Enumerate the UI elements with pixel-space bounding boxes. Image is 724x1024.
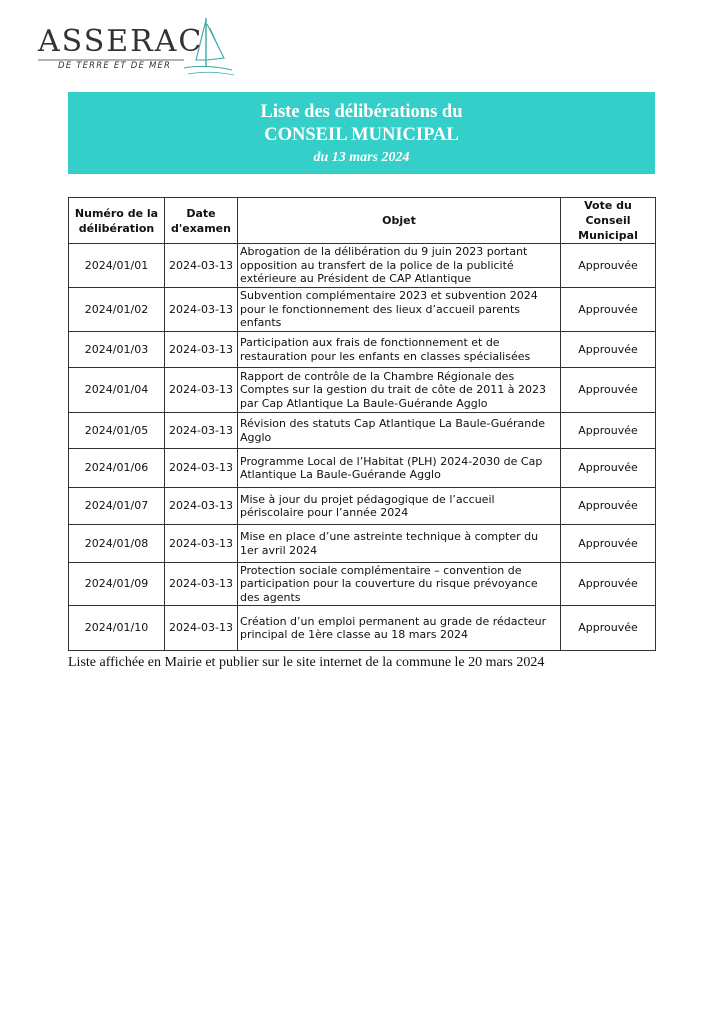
column-header-vote: Vote du Conseil Municipal — [561, 198, 656, 244]
exam-date: 2024-03-13 — [165, 332, 238, 368]
table-row — [69, 332, 656, 368]
vote-result: Approuvée — [561, 449, 656, 488]
column-header-date: Date d'examen — [165, 198, 238, 244]
exam-date: 2024-03-13 — [165, 368, 238, 413]
deliberation-number: 2024/01/05 — [69, 413, 165, 449]
exam-date: 2024-03-13 — [165, 488, 238, 525]
deliberation-subject: Mise à jour du projet pédagogique de l’accueil périscolaire pour l’année 2024 — [238, 488, 561, 525]
deliberation-subject: Programme Local de l’Habitat (PLH) 2024-2030 de Cap Atlantique La Baule-Guérande Agglo — [238, 449, 561, 488]
table-row — [69, 413, 656, 449]
deliberation-number: 2024/01/03 — [69, 332, 165, 368]
deliberation-number: 2024/01/02 — [69, 288, 165, 332]
page-title-line2: CONSEIL MUNICIPAL — [264, 125, 459, 145]
deliberation-number: 2024/01/10 — [69, 606, 165, 651]
exam-date: 2024-03-13 — [165, 449, 238, 488]
vote-result: Approuvée — [561, 332, 656, 368]
table-row — [69, 563, 656, 606]
vote-result: Approuvée — [561, 413, 656, 449]
title-banner — [68, 92, 655, 174]
vote-result: Approuvée — [561, 368, 656, 413]
deliberation-number: 2024/01/09 — [69, 563, 165, 606]
vote-result: Approuvée — [561, 488, 656, 525]
deliberation-number: 2024/01/04 — [69, 368, 165, 413]
table-row — [69, 368, 656, 413]
deliberation-subject: Rapport de contrôle de la Chambre Régionale des Comptes sur la gestion du trait de côte de 2011 à 2023 par Cap Atlantique La Baule-Guérande Agglo — [238, 368, 561, 413]
deliberation-subject: Mise en place d’une astreinte technique à compter du 1er avril 2024 — [238, 525, 561, 563]
deliberation-subject: Création d’un emploi permanent au grade de rédacteur principal de 1ère classe au 18 mars 2024 — [238, 606, 561, 651]
vote-result: Approuvée — [561, 563, 656, 606]
table-header-row — [69, 198, 656, 244]
exam-date: 2024-03-13 — [165, 244, 238, 288]
exam-date: 2024-03-13 — [165, 563, 238, 606]
deliberation-subject: Subvention complémentaire 2023 et subvention 2024 pour le fonctionnement des lieux d’accueil parents enfants — [238, 288, 561, 332]
logo-tagline: DE TERRE ET DE MER — [58, 61, 172, 71]
table-row — [69, 488, 656, 525]
exam-date: 2024-03-13 — [165, 606, 238, 651]
deliberations-table — [68, 197, 656, 651]
deliberation-subject: Protection sociale complémentaire – convention de participation pour la couverture du risque prévoyance des agents — [238, 563, 561, 606]
table-row — [69, 449, 656, 488]
publication-note: Liste affichée en Mairie et publier sur le site internet de la commune le 20 mars 2024 — [68, 655, 545, 670]
vote-result: Approuvée — [561, 525, 656, 563]
deliberation-subject: Révision des statuts Cap Atlantique La Baule-Guérande Agglo — [238, 413, 561, 449]
deliberation-subject: Participation aux frais de fonctionnement et de restauration pour les enfants en classes spécialisées — [238, 332, 561, 368]
column-header-subject: Objet — [238, 198, 561, 244]
vote-result: Approuvée — [561, 606, 656, 651]
column-header-number: Numéro de la délibération — [69, 198, 165, 244]
deliberation-number: 2024/01/01 — [69, 244, 165, 288]
page-title-line1: Liste des délibérations du — [260, 102, 463, 122]
table-row — [69, 244, 656, 288]
deliberation-subject: Abrogation de la délibération du 9 juin 2023 portant opposition au transfert de la police de la publicité extérieure au Président de CAP Atlantique — [238, 244, 561, 288]
deliberation-number: 2024/01/07 — [69, 488, 165, 525]
exam-date: 2024-03-13 — [165, 288, 238, 332]
table-row — [69, 525, 656, 563]
deliberation-number: 2024/01/06 — [69, 449, 165, 488]
exam-date: 2024-03-13 — [165, 413, 238, 449]
page-date: du 13 mars 2024 — [313, 150, 410, 165]
logo-wordmark: ASSERAC — [38, 24, 204, 59]
table-row — [69, 606, 656, 651]
table-row — [69, 288, 656, 332]
vote-result: Approuvée — [561, 288, 656, 332]
vote-result: Approuvée — [561, 244, 656, 288]
asserac-logo — [34, 14, 244, 84]
exam-date: 2024-03-13 — [165, 525, 238, 563]
deliberation-number: 2024/01/08 — [69, 525, 165, 563]
